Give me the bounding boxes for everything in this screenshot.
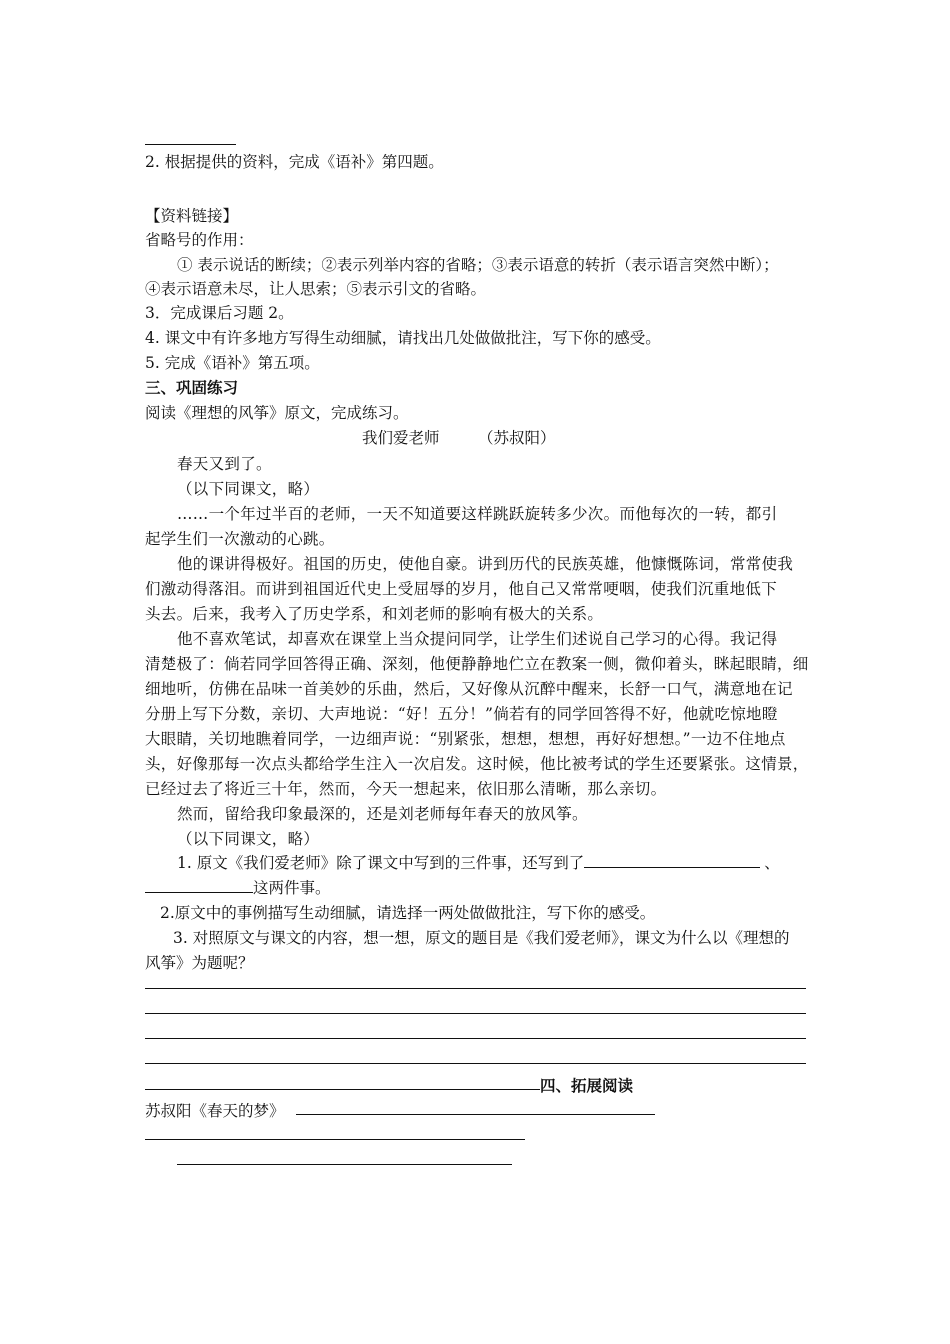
section-4-book-line[interactable] [296, 1114, 655, 1115]
passage-author: （苏叔阳） [478, 429, 556, 447]
exercise-3-line1: 3. 对照原文与课文的内容，想一想，原文的题目是《我们爱老师》，课文为什么以《理想的 [173, 929, 790, 947]
answer-line-4[interactable] [145, 1063, 806, 1064]
answer-line-1[interactable] [145, 988, 806, 989]
passage-p4-line4: 分册上写下分数，亲切、大声地说：“好！五分！”倘若有的同学回答得不好，他就吃惊地瞪 [145, 705, 778, 723]
exercise-1-line2 [145, 876, 331, 898]
exercise-1-suffix: 这两件事。 [253, 879, 331, 897]
passage-p4-line5: 大眼睛，关切地瞧着同学，一边细声说：“别紧张，想想，想想，再好好想想。”一边不住地点 [145, 730, 786, 748]
passage-p3-line2: 们激动得落泪。而讲到祖国近代史上受屈辱的岁月，他自己又常常哽咽，使我们沉重地低下 [145, 580, 778, 598]
exercise-1-separator: 、 [764, 854, 780, 872]
passage-p4-line7: 已经过去了将近三十年，然而，今天一想起来，依旧那么清晰，那么亲切。 [145, 780, 667, 798]
answer-line-2[interactable] [145, 1013, 806, 1014]
extra-line-1[interactable] [145, 1139, 525, 1140]
exercise-3-line2: 风筝》为题呢？ [145, 954, 254, 972]
resource-heading: 【资料链接】 [145, 207, 239, 225]
exercise-2: 2.原文中的事例描写生动细腻，请选择一两处做做批注，写下你的感受。 [160, 904, 656, 922]
passage-p4-line6: 头，好像那每一次点头都给学生注入一次启发。这时候，他比被考试的学生还要紧张。这情景， [145, 755, 809, 773]
exercise-1-prompt: 1. 原文《我们爱老师》除了课文中写到的三件事，还写到了 [177, 854, 585, 872]
passage-p2-line1: ……一个年过半百的老师，一天不知道要这样跳跃旋转多少次。而他每次的一转，都引 [177, 505, 778, 523]
section-3-heading: 三、巩固练习 [145, 378, 239, 397]
passage-p4-line1: 他不喜欢笔试，却喜欢在课堂上当众提问同学，让学生们述说自己学习的心得。我记得 [177, 630, 778, 648]
passage-p3-line1: 他的课讲得极好。祖国的历史，使他自豪。讲到历代的民族英雄，他慷慨陈词，常常使我 [177, 555, 794, 573]
passage-p1: 春天又到了。 [177, 455, 272, 473]
passage-omit-1: （以下同课文，略） [177, 480, 320, 498]
passage-p4-line3: 细地听，仿佛在品味一首美妙的乐曲，然后，又好像从沉醉中醒来，长舒一口气，满意地在记 [145, 680, 793, 698]
question-5: 5. 完成《语补》第五项。 [145, 354, 320, 372]
extra-line-2[interactable] [177, 1164, 512, 1165]
passage-p5: 然而，留给我印象最深的，还是刘老师每年春天的放风筝。 [177, 805, 588, 823]
section-4-rule [145, 1089, 540, 1090]
section-4-book: 苏叔阳《春天的梦》 [145, 1102, 285, 1120]
top-rule [145, 144, 236, 145]
section-3-intro: 阅读《理想的风筝》原文，完成练习。 [145, 404, 409, 422]
answer-line-3[interactable] [145, 1038, 806, 1039]
question-4: 4. 课文中有许多地方写得生动细腻，请找出几处做做批注，写下你的感受。 [145, 329, 661, 347]
passage-omit-2: （以下同课文，略） [177, 830, 320, 848]
resource-subheading: 省略号的作用： [145, 231, 254, 249]
passage-p4-line2: 清楚极了：倘若同学回答得正确、深刻，他便静静地伫立在教案一侧，微仰着头，眯起眼睛，细 [145, 655, 809, 673]
resource-line-2: ④表示语意未尽，让人思索；⑤表示引文的省略。 [145, 280, 487, 298]
passage-title: 我们爱老师 [362, 429, 440, 447]
exercise-1-line1 [177, 851, 780, 873]
exercise-1-blank-2[interactable] [145, 876, 253, 893]
resource-line-1: ① 表示说话的断续；②表示列举内容的省略；③表示语意的转折（表示语言突然中断）； [177, 256, 779, 274]
passage-p3-line3: 头去。后来，我考入了历史学系，和刘老师的影响有极大的关系。 [145, 605, 604, 623]
section-4-heading: 四、拓展阅读 [540, 1076, 634, 1095]
passage-p2-line2: 起学生们一次激动的心跳。 [145, 530, 335, 548]
question-3: 3．完成课后习题 2。 [145, 304, 294, 322]
exercise-1-blank-1[interactable] [584, 851, 760, 868]
question-2: 2. 根据提供的资料，完成《语补》第四题。 [145, 153, 444, 171]
